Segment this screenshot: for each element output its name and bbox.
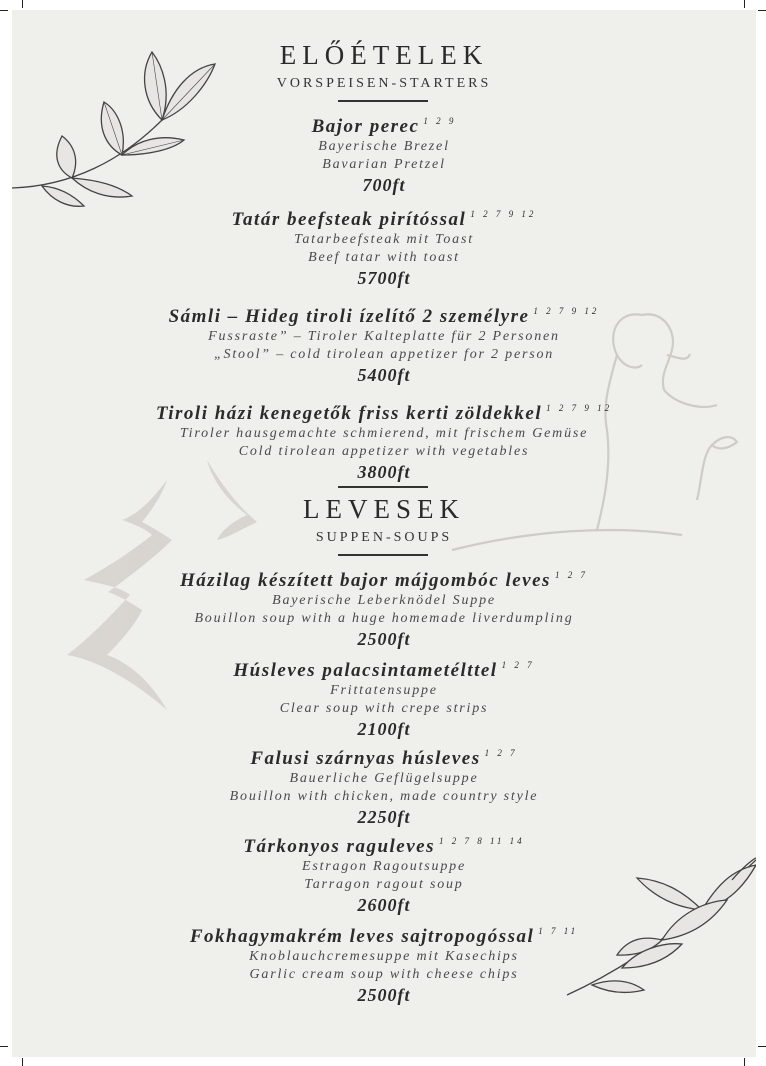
menu-item	[12, 830, 756, 916]
item-german: Tiroler hausgemachte schmierend, mit frischem Gemüse	[179, 426, 589, 441]
item-price: 700ft	[362, 175, 406, 195]
menu-item	[12, 920, 756, 1006]
crop-mark	[744, 0, 745, 8]
item-german: Fussraste” – Tiroler Kalteplatte für 2 Personen	[208, 329, 560, 344]
item-english: Tarragon ragout soup	[304, 877, 464, 892]
crop-mark	[0, 10, 8, 11]
section-divider	[338, 486, 428, 488]
section-subtitle-soups: SUPPEN-SOUPS	[315, 530, 453, 545]
crop-mark	[758, 10, 766, 11]
allergen-codes: 1 2 9	[423, 116, 457, 126]
menu-item	[12, 110, 756, 196]
item-name: Húsleves palacsintametélttel	[233, 660, 498, 681]
item-name: Tiroli házi kenegetők friss kerti zöldekkel	[155, 403, 543, 424]
item-german: Frittatensuppe	[330, 683, 438, 698]
section-title-soups: LEVESEK	[303, 494, 465, 524]
item-german: Bayerische Brezel	[318, 139, 450, 154]
item-price: 2250ft	[357, 807, 411, 827]
menu-item	[12, 203, 756, 289]
item-price: 2600ft	[357, 895, 411, 915]
allergen-codes: 1 2 7	[501, 660, 535, 670]
item-price: 5700ft	[357, 268, 411, 288]
item-english: Beef tatar with toast	[308, 250, 460, 265]
item-english: Cold tirolean appetizer with vegetables	[238, 444, 530, 459]
allergen-codes: 1 2 7	[484, 748, 518, 758]
item-name: Bajor perec	[311, 116, 420, 137]
section-divider	[338, 100, 428, 102]
allergen-codes: 1 2 7 9 12	[533, 306, 600, 316]
item-german: Bayerische Leberknödel Suppe	[272, 593, 496, 608]
item-name: Házilag készített bajor májgombóc leves	[180, 570, 551, 591]
crop-mark	[758, 1046, 766, 1047]
crop-mark	[22, 0, 23, 8]
item-english: Clear soup with crepe strips	[279, 701, 489, 716]
allergen-codes: 1 7 11	[538, 926, 579, 936]
item-english: Bouillon soup with a huge homemade liverdumpling	[194, 611, 574, 626]
item-german: Bauerliche Geflügelsuppe	[289, 771, 479, 786]
allergen-codes: 1 2 7 9 12	[470, 209, 537, 219]
item-price: 2500ft	[357, 985, 411, 1005]
item-price: 2500ft	[357, 629, 411, 649]
crop-mark	[744, 1058, 745, 1066]
allergen-codes: 1 2 7 9 12	[546, 403, 613, 413]
crop-mark	[22, 1058, 23, 1066]
item-english: Bouillon with chicken, made country style	[229, 789, 539, 804]
item-price: 2100ft	[357, 719, 411, 739]
menu-item	[12, 742, 756, 828]
allergen-codes: 1 2 7 8 11 14	[438, 836, 525, 846]
item-name: Fokhagymakrém leves sajtropogóssal	[189, 926, 535, 947]
item-english: „Stool” – cold tirolean appetizer for 2 person	[213, 347, 555, 362]
item-german: Tatarbeefsteak mit Toast	[294, 232, 474, 247]
section-subtitle-starters: VORSPEISEN-STARTERS	[276, 76, 492, 91]
menu-item	[12, 397, 756, 483]
item-price: 3800ft	[357, 462, 411, 482]
item-name: Tárkonyos raguleves	[243, 836, 435, 857]
item-price: 5400ft	[357, 365, 411, 385]
allergen-codes: 1 2 7	[554, 570, 588, 580]
menu-item	[12, 654, 756, 740]
item-name: Sámli – Hideg tiroli ízelítő 2 személyre	[168, 306, 530, 327]
item-german: Estragon Ragoutsuppe	[302, 859, 466, 874]
menu-page	[12, 10, 756, 1057]
crop-mark	[0, 1046, 8, 1047]
section-title-starters: ELŐÉTELEK	[279, 40, 489, 70]
menu-item	[12, 300, 756, 386]
item-german: Knoblauchcremesuppe mit Kasechips	[249, 949, 519, 964]
item-name: Tatár beefsteak pirítóssal	[231, 209, 467, 230]
item-english: Garlic cream soup with cheese chips	[249, 967, 519, 982]
menu-item	[12, 564, 756, 650]
section-divider	[338, 554, 428, 556]
item-name: Falusi szárnyas húsleves	[250, 748, 481, 769]
item-english: Bavarian Pretzel	[322, 157, 446, 172]
